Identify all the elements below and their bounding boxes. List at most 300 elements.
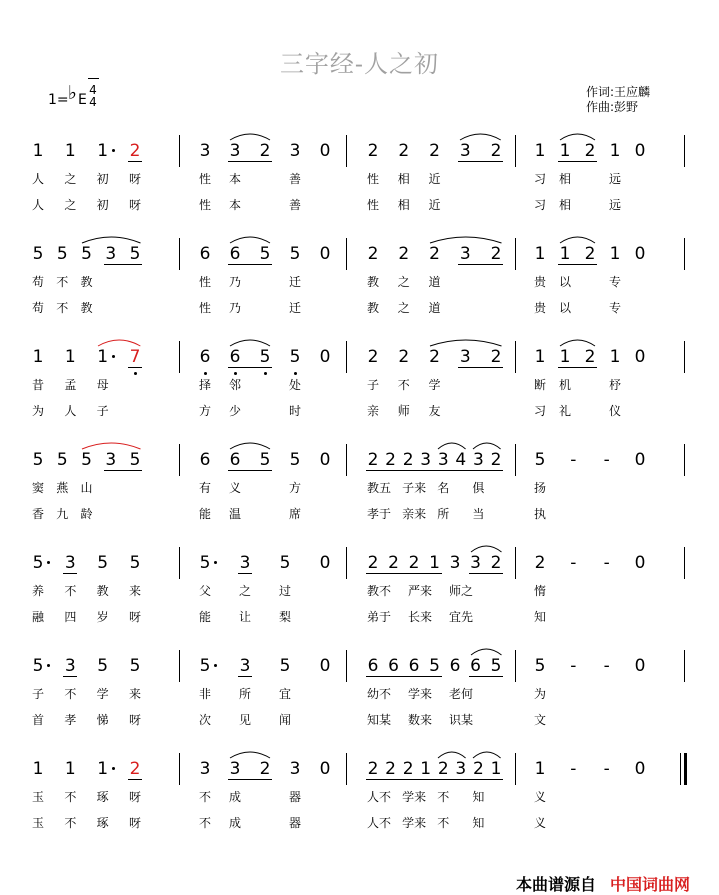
note: 6: [229, 244, 241, 264]
lyric-verse1: 学来: [402, 790, 427, 804]
lyric-verse1: 教: [367, 275, 380, 289]
lyric-verse1: 养: [32, 584, 45, 598]
lyric-verse1: 为: [534, 687, 547, 701]
lyric-verse2: 玉: [32, 816, 45, 830]
note: 3: [229, 759, 241, 779]
underline-beam: [238, 573, 252, 574]
note: 6: [199, 450, 211, 470]
underline-beam: [469, 676, 490, 677]
note: 1: [609, 141, 621, 161]
bar-line: [179, 650, 180, 682]
slur: [437, 440, 467, 450]
bar-line: [515, 753, 516, 785]
lyric-verse2: 义: [534, 816, 547, 830]
note: 2: [490, 450, 502, 470]
note: 2: [398, 347, 410, 367]
note: 6: [367, 656, 379, 676]
note: 1: [32, 759, 44, 779]
footer-site: 中国词曲网: [610, 875, 691, 894]
lyric-verse2: 龄: [80, 507, 93, 521]
slur: [229, 131, 271, 141]
underline-beam: [458, 367, 489, 368]
note: 5: [289, 347, 301, 367]
lyric-verse1: 呀: [129, 172, 142, 186]
note: 6: [408, 656, 420, 676]
lyric-verse2: 仪: [609, 404, 622, 418]
lyric-verse1: 苟: [32, 275, 45, 289]
underline-beam: [489, 367, 503, 368]
score-system: [0, 450, 719, 550]
bar-line: [515, 547, 516, 579]
note: 2: [584, 347, 596, 367]
note: 2: [259, 759, 271, 779]
lyric-verse1: 母: [96, 378, 109, 392]
underline-beam: [258, 367, 272, 368]
underline-beam: [401, 470, 419, 471]
lyric-verse1: 学: [428, 378, 441, 392]
note: 1: [32, 347, 44, 367]
lyric-verse1: 邻: [229, 378, 242, 392]
lyric-verse1: 以: [559, 275, 572, 289]
lyric-verse2: 教: [367, 301, 380, 315]
low-octave-dot: [204, 372, 207, 375]
lyric-verse1: 相: [397, 172, 410, 186]
note: 0: [634, 347, 646, 367]
lyric-verse1: 俱: [472, 481, 485, 495]
lyric-verse2: 香: [32, 507, 45, 521]
underline-beam: [469, 573, 490, 574]
lyric-verse2: 数来: [408, 713, 433, 727]
lyric-verse2: 善: [289, 198, 302, 212]
note: 0: [634, 553, 646, 573]
score-system: [0, 553, 719, 653]
note: 2: [408, 553, 420, 573]
bar-line: [515, 135, 516, 167]
underline-beam: [454, 470, 472, 471]
underline-beam: [583, 367, 597, 368]
score-system: [0, 141, 719, 241]
underline-beam: [428, 573, 442, 574]
underline-beam: [471, 779, 489, 780]
lyric-verse2: 所: [437, 507, 450, 521]
note: 2: [437, 759, 449, 779]
lyric-verse1: 乃: [229, 275, 242, 289]
lyricist-credit: 作词:王应麟: [586, 85, 651, 99]
note: 5: [279, 656, 291, 676]
lyric-verse1: 性: [199, 275, 212, 289]
note: 2: [398, 141, 410, 161]
bar-line: [346, 753, 347, 785]
note: 2: [429, 141, 440, 161]
underline-beam: [128, 264, 142, 265]
lyric-verse1: 学: [96, 687, 109, 701]
note: 2: [473, 759, 484, 779]
dash-note: -: [603, 656, 610, 676]
time-top: 4: [89, 83, 97, 97]
note: 1: [534, 141, 546, 161]
lyric-verse2: 岁: [96, 610, 109, 624]
lyric-verse1: 本: [229, 172, 242, 186]
lyric-verse1: 相: [559, 172, 572, 186]
note: 6: [388, 656, 399, 676]
lyric-verse1: 孟: [64, 378, 77, 392]
slur: [229, 440, 271, 450]
underline-beam: [428, 676, 442, 677]
lyric-verse2: 不: [64, 816, 77, 830]
lyric-verse2: 呀: [129, 198, 142, 212]
note: 0: [634, 141, 646, 161]
lyric-verse1: 不: [199, 790, 212, 804]
lyric-verse1: 义: [229, 481, 242, 495]
note: 0: [319, 656, 331, 676]
lyric-verse2: 当: [472, 507, 485, 521]
note: 5: [32, 656, 44, 676]
note: 3: [289, 759, 301, 779]
underline-beam: [128, 470, 142, 471]
note: 0: [319, 347, 331, 367]
underline-beam: [454, 779, 472, 780]
lyric-verse2: 四: [64, 610, 77, 624]
augmentation-dot: [214, 561, 217, 564]
note: 1: [534, 759, 546, 779]
note: 3: [64, 656, 76, 676]
underline-beam: [387, 573, 408, 574]
slur: [81, 234, 142, 244]
note: 2: [398, 244, 410, 264]
note: 2: [429, 347, 440, 367]
lyric-verse2: 琢: [96, 816, 109, 830]
low-octave-dot: [234, 372, 237, 375]
lyric-verse1: 器: [289, 790, 302, 804]
note: 1: [559, 141, 571, 161]
lyric-verse2: 次: [199, 713, 212, 727]
note: 2: [402, 759, 414, 779]
lyric-verse2: 能: [199, 507, 212, 521]
lyric-verse2: 友: [428, 404, 441, 418]
lyric-verse1: 不: [437, 790, 450, 804]
slur: [229, 337, 271, 347]
underline-beam: [583, 264, 597, 265]
underline-beam: [558, 161, 583, 162]
bar-line: [179, 753, 180, 785]
lyric-verse2: 乃: [229, 301, 242, 315]
lyric-verse1: 性: [367, 172, 380, 186]
lyric-verse2: 悌: [96, 713, 109, 727]
lyric-verse1: 善: [289, 172, 302, 186]
underline-beam: [128, 161, 142, 162]
note: 3: [459, 141, 471, 161]
note: 5: [56, 450, 68, 470]
note: 3: [420, 450, 432, 470]
note: 1: [490, 759, 502, 779]
composer-credit: 作曲:彭野: [586, 100, 639, 114]
lyric-verse1: 义: [534, 790, 547, 804]
lyric-verse2: 为: [32, 404, 45, 418]
underline-beam: [489, 470, 503, 471]
lyric-verse1: 道: [428, 275, 441, 289]
lyric-verse2: 融: [32, 610, 45, 624]
lyric-verse2: 人不: [367, 816, 392, 830]
lyric-verse2: 见: [239, 713, 252, 727]
lyric-verse1: 不: [64, 687, 77, 701]
note: 5: [199, 656, 211, 676]
lyric-verse1: 迁: [289, 275, 302, 289]
note: 5: [289, 450, 301, 470]
note: 3: [199, 141, 211, 161]
note: 2: [367, 141, 379, 161]
lyric-verse1: 扬: [534, 481, 547, 495]
underline-beam: [489, 161, 503, 162]
lyric-verse2: 初: [96, 198, 109, 212]
lyric-verse1: 昔: [32, 378, 45, 392]
note: 0: [319, 553, 331, 573]
note: 2: [385, 759, 396, 779]
bar-line: [515, 341, 516, 373]
lyric-verse2: 道: [428, 301, 441, 315]
note: 1: [97, 141, 109, 161]
lyric-verse1: 过: [279, 584, 292, 598]
lyric-verse1: 人不: [367, 790, 392, 804]
lyric-verse2: 让: [239, 610, 252, 624]
slur: [229, 234, 271, 244]
bar-line: [179, 238, 180, 270]
bar-line: [684, 135, 685, 167]
lyric-verse1: 不: [397, 378, 410, 392]
note: 5: [534, 656, 546, 676]
underline-beam: [489, 779, 503, 780]
dash-note: -: [603, 450, 610, 470]
augmentation-dot: [47, 664, 50, 667]
note: 2: [259, 141, 271, 161]
lyric-verse1: 方: [289, 481, 302, 495]
lyric-verse2: 温: [229, 507, 242, 521]
lyric-verse1: 非: [199, 687, 212, 701]
score-title: 三字经-人之初: [279, 50, 440, 78]
underline-beam: [407, 676, 428, 677]
note: 5: [56, 244, 68, 264]
dash-note: -: [570, 759, 577, 779]
note: 0: [634, 450, 646, 470]
bar-line: [346, 135, 347, 167]
note: 6: [229, 347, 241, 367]
footer-source: 本曲谱源自: [516, 875, 597, 894]
underline-beam: [458, 161, 489, 162]
note: 1: [420, 759, 432, 779]
underline-beam: [387, 676, 408, 677]
key-base: 1=: [48, 92, 69, 108]
score-system: [0, 656, 719, 756]
lyric-verse2: 性: [199, 301, 212, 315]
bar-line: [515, 650, 516, 682]
augmentation-dot: [112, 355, 115, 358]
note: 6: [470, 656, 481, 676]
lyric-verse2: 迁: [289, 301, 302, 315]
bar-line: [346, 444, 347, 476]
lyric-verse1: 性: [199, 172, 212, 186]
underline-beam: [419, 470, 437, 471]
lyric-verse2: 师: [397, 404, 410, 418]
underline-beam: [489, 264, 503, 265]
lyric-verse2: 以: [559, 301, 572, 315]
underline-beam: [419, 779, 437, 780]
bar-line: [346, 238, 347, 270]
dash-note: -: [603, 759, 610, 779]
note: 2: [584, 141, 596, 161]
lyric-verse1: 不: [56, 275, 69, 289]
note: 2: [129, 759, 141, 779]
lyric-verse2: 呀: [129, 713, 142, 727]
bar-line: [346, 650, 347, 682]
slur: [559, 234, 596, 244]
lyric-verse1: 不: [64, 790, 77, 804]
note: 2: [429, 244, 440, 264]
lyric-verse2: 之: [64, 198, 77, 212]
note: 5: [289, 244, 301, 264]
lyric-verse1: 处: [289, 378, 302, 392]
dash-note: -: [570, 553, 577, 573]
lyric-verse2: 人: [64, 404, 77, 418]
note: 1: [64, 759, 76, 779]
lyric-verse1: 人: [32, 172, 45, 186]
low-octave-dot: [134, 372, 137, 375]
lyric-verse1: 不: [64, 584, 77, 598]
note: 6: [199, 347, 211, 367]
lyric-verse2: 之: [397, 301, 410, 315]
lyric-verse2: 苟: [32, 301, 45, 315]
lyric-verse1: 之: [64, 172, 77, 186]
final-bar-line: [684, 753, 687, 785]
slur: [437, 749, 467, 759]
lyric-verse1: 宜: [279, 687, 292, 701]
note: 2: [584, 244, 596, 264]
note: 3: [239, 656, 251, 676]
note: 5: [490, 656, 502, 676]
bar-line: [684, 547, 685, 579]
note: 1: [97, 759, 109, 779]
lyric-verse2: 不: [199, 816, 212, 830]
slur: [429, 234, 503, 244]
score-system: [0, 244, 719, 344]
note: 3: [455, 759, 467, 779]
note: 5: [97, 553, 109, 573]
underline-beam: [63, 573, 77, 574]
note: 0: [319, 759, 331, 779]
note: 2: [534, 553, 546, 573]
note: 2: [490, 553, 502, 573]
lyric-verse2: 知: [534, 610, 547, 624]
lyric-verse1: 之: [397, 275, 410, 289]
lyric-verse1: 有: [199, 481, 212, 495]
lyric-verse1: 之: [239, 584, 252, 598]
lyric-verse1: 近: [428, 172, 441, 186]
lyric-verse2: 长来: [408, 610, 433, 624]
slur: [470, 543, 503, 553]
lyric-verse1: 呀: [129, 790, 142, 804]
underline-beam: [128, 779, 142, 780]
lyric-verse2: 习: [534, 198, 547, 212]
note: 5: [97, 656, 109, 676]
note: 2: [367, 450, 379, 470]
underline-beam: [401, 779, 419, 780]
note: 5: [129, 656, 141, 676]
note: 5: [81, 244, 92, 264]
note: 5: [259, 450, 271, 470]
slur: [459, 131, 502, 141]
underline-beam: [228, 161, 258, 162]
lyric-verse1: 父: [199, 584, 212, 598]
note: 2: [367, 553, 379, 573]
lyric-verse1: 贵: [534, 275, 547, 289]
lyric-verse1: 杼: [609, 378, 622, 392]
bar-line: [179, 341, 180, 373]
lyric-verse2: 相: [397, 198, 410, 212]
note: 5: [259, 244, 271, 264]
lyric-verse1: 老何: [449, 687, 474, 701]
time-bottom: 4: [89, 95, 97, 109]
augmentation-dot: [47, 561, 50, 564]
lyric-verse1: 幼不: [367, 687, 392, 701]
note: 1: [609, 347, 621, 367]
note: 2: [402, 450, 414, 470]
note: 0: [634, 244, 646, 264]
bar-line: [684, 238, 685, 270]
source-footer: [516, 872, 690, 895]
note: 1: [64, 141, 76, 161]
score-system: [0, 759, 719, 859]
underline-beam: [228, 367, 258, 368]
note: 2: [367, 759, 379, 779]
note: 1: [32, 141, 44, 161]
low-octave-dot: [264, 372, 267, 375]
note: 5: [32, 553, 44, 573]
note: 5: [81, 450, 92, 470]
note: 6: [449, 656, 461, 676]
note: 3: [105, 450, 117, 470]
lyric-verse2: 不: [56, 301, 69, 315]
note: 3: [470, 553, 481, 573]
underline-beam: [366, 470, 384, 471]
lyric-verse2: 亲来: [402, 507, 427, 521]
lyric-verse1: 严来: [408, 584, 433, 598]
lyric-verse2: 首: [32, 713, 45, 727]
note: 5: [279, 553, 291, 573]
underline-beam: [407, 573, 428, 574]
lyric-verse2: 性: [199, 198, 212, 212]
note: 3: [473, 450, 484, 470]
lyric-verse1: 习: [534, 172, 547, 186]
note: 5: [429, 656, 440, 676]
lyric-verse1: 山: [80, 481, 93, 495]
note: 0: [319, 450, 331, 470]
note: 1: [609, 244, 621, 264]
slur: [81, 440, 142, 450]
lyric-verse2: 孝于: [367, 507, 392, 521]
lyric-verse1: 名: [437, 481, 450, 495]
augmentation-dot: [214, 664, 217, 667]
underline-beam: [489, 676, 503, 677]
bar-line: [515, 238, 516, 270]
lyric-verse1: 琢: [96, 790, 109, 804]
note: 4: [455, 450, 467, 470]
note: 3: [64, 553, 76, 573]
score-system: [0, 347, 719, 447]
lyric-verse1: 知: [472, 790, 485, 804]
bar-line: [179, 444, 180, 476]
bar-line: [515, 444, 516, 476]
lyric-verse2: 方: [199, 404, 212, 418]
lyric-verse2: 近: [428, 198, 441, 212]
lyric-verse2: 器: [289, 816, 302, 830]
